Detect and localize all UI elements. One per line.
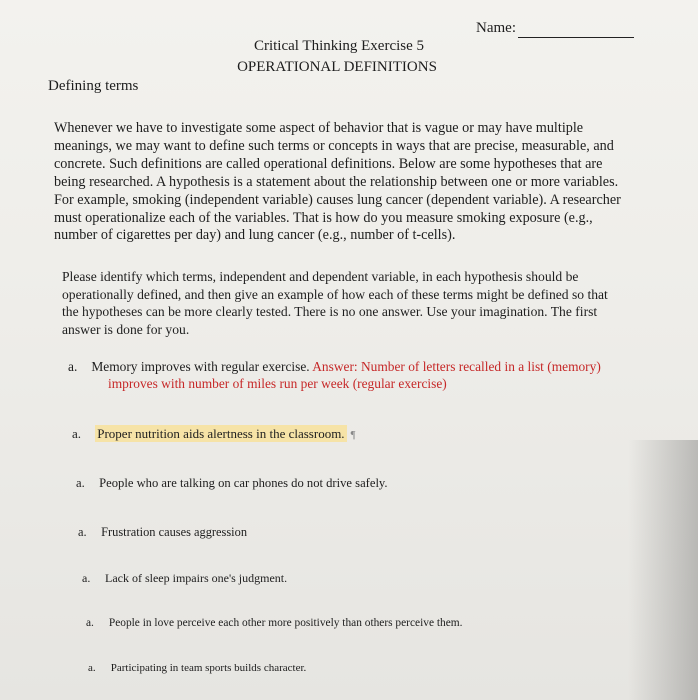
hypothesis-item-6 [86, 617, 462, 629]
hypothesis-text: Frustration causes aggression [101, 525, 248, 539]
item-marker: a. [86, 617, 94, 629]
exercise-subtitle: OPERATIONAL DEFINITIONS [237, 59, 437, 75]
hypothesis-item-2 [72, 426, 356, 442]
hypothesis-item-7 [88, 662, 306, 674]
item-marker: a. [72, 426, 82, 441]
hypothesis-text: Lack of sleep impairs one's judgment. [105, 571, 288, 585]
item-marker: a. [88, 662, 96, 674]
highlighted-hypothesis-text: Proper nutrition aids alertness in the classroom. [97, 426, 345, 441]
hypothesis-text: People who are talking on car phones do not drive safely. [99, 476, 388, 490]
hypothesis-item-3 [76, 476, 388, 491]
item-marker: a. [76, 476, 85, 490]
name-label: Name: [476, 20, 516, 36]
hypothesis-item-5 [82, 571, 287, 586]
hypothesis-text: Participating in team sports builds character. [110, 662, 307, 674]
photo-shadow [628, 440, 698, 700]
hypothesis-item-4 [78, 525, 247, 540]
section-heading: Defining terms [48, 78, 139, 94]
item-marker: a. [82, 571, 91, 585]
exercise-title: Critical Thinking Exercise 5 [253, 38, 425, 54]
hypothesis-item-1 [68, 358, 628, 392]
hypothesis-text: People in love perceive each other more positively than others perceive them. [108, 617, 463, 629]
answer-text: Answer: Number of letters recalled in a list (memory) [312, 359, 601, 374]
pilcrow-mark: ¶ [350, 429, 356, 441]
instructions-paragraph: Please identify which terms, independent and dependent variable, in each hypothesis should be operationally defined, and then give an example of how each of these terms might be defined so that the hypotheses can be more clearly tested. There is no one answer. Use your imagination. The first answer is done for you. [62, 269, 608, 337]
answer-text-continued: improves with number of miles run per week (regular exercise) [108, 376, 447, 391]
item-marker: a. [78, 525, 87, 539]
intro-paragraph: Whenever we have to investigate some aspect of behavior that is vague or may have multiple meanings, we may want to define such terms or concepts in ways that are precise, measurable, and concrete. Such definitions are called operational definitions. Below are some hypotheses that are being researched. A hypothesis is a statement about the relationship between one or more variables. For example, smoking (independent variable) causes lung cancer (dependent variable). A researcher must operationalize each of the variables. That is how do you measure smoking exposure (e.g., number of cigarettes per day) and lung cancer (e.g., number of t-cells). [54, 120, 621, 244]
item-marker: a. [68, 359, 78, 374]
hypothesis-text: Memory improves with regular exercise. [91, 359, 310, 374]
